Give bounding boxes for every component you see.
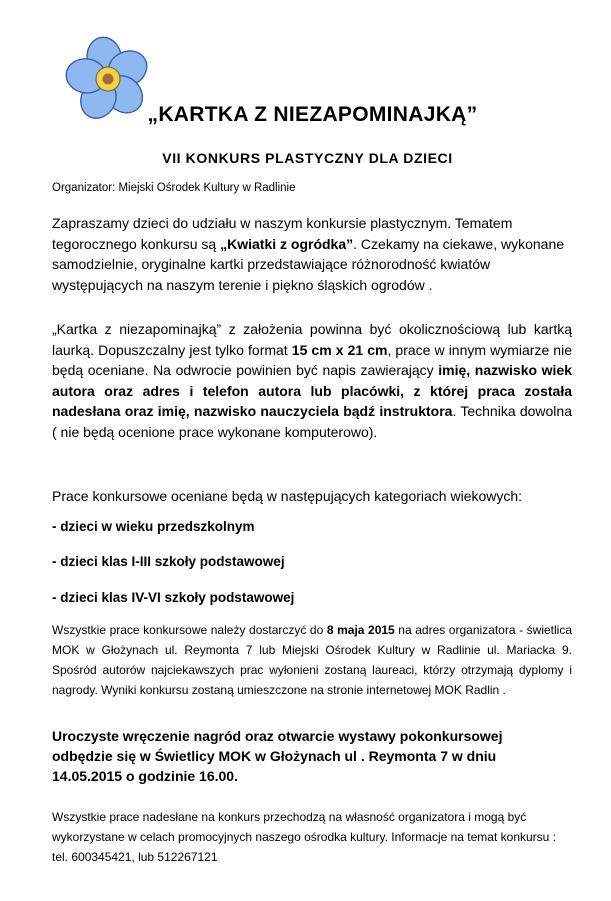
category-item: - dzieci w wieku przedszkolnym — [52, 519, 255, 534]
required-info: imię, nazwisko wiek autora oraz adres i telefon autora lub placówki, z której praca została nadesłana oraz imię, nazwisko nauczyciela bądź instruktora — [52, 362, 573, 419]
format-size: 15 cm x 21 cm — [291, 341, 388, 358]
ceremony-paragraph: Uroczyste wręczenie nagród oraz otwarcie wystawy pokonkursowej odbędzie się w Świetlicy MOK w Głożynach ul . Reymonta 7 w dniu 14.05.2015 o godzinie 16.00. — [52, 728, 503, 784]
category-item: - dzieci klas IV-VI szkoły podstawowej — [52, 590, 295, 605]
page-title: „KARTKA Z NIEZAPOMINAJKĄ” — [147, 103, 478, 126]
deadline-date: 8 maja 2015 — [326, 623, 395, 637]
theme-text: „Kwiatki z ogródka” — [220, 235, 354, 252]
organizer-line: Organizator: Miejski Ośrodek Kultury w Radlinie — [52, 182, 296, 194]
intro-paragraph: Zapraszamy dzieci do udziału w naszym konkursie plastycznym. Tematem tegorocznego konkursu są „Kwiatki z ogródka”. Czekamy na ciekawe, wykonane samodzielnie, oryginalne kartki przedstawiające różnorodność kwiatów występujących na naszym terenie i piękno śląskich ogrodów . — [52, 215, 565, 293]
contact-paragraph: Wszystkie prace nadesłane na konkurs przechodzą na własność organizatora i mogą być wykorzystane w celach promocyjnych naszego ośrodka kultury. Informacje na temat konkursu : tel. 600345421, lub 512267121 — [52, 810, 556, 864]
category-item: - dzieci klas I-III szkoły podstawowej — [52, 554, 285, 569]
format-paragraph: „Kartka z niezapominajką” z założenia powinna być okolicznościową lub kartką laurką. Dopuszczalny jest tylko format 15 cm x 21 cm, prace w innym wymiarze nie będą oceniane. Na odwrocie powinien być napis zawierający imię, nazwisko wiek autora oraz adres i telefon autora lub placówki, z której praca została nadesłana oraz imię, nazwisko nauczyciela bądź instruktora. Technika dowolna ( nie będą ocenione prace wykonane komputerowo). — [52, 321, 573, 440]
submission-paragraph: Wszystkie prace konkursowe należy dostarczyć do 8 maja 2015 na adres organizatora - świetlica MOK w Głożynach ul. Reymonta 7 lub Miejski Ośrodek Kultury w Radlinie ul. Mariacka 9. Spośród autorów najciekawszych prac wyłonieni zostaną laureaci, którzy otrzymają dyplomy i nagrody. Wyniki konkursu zostaną umieszczone na stronie internetowej MOK Radlin . — [52, 623, 572, 697]
page-subtitle: VII KONKURS PLASTYCZNY DLA DZIECI — [162, 150, 453, 166]
flower-center — [103, 74, 114, 85]
categories-intro: Prace konkursowe oceniane będą w następujących kategoriach wiekowych: — [52, 488, 523, 504]
